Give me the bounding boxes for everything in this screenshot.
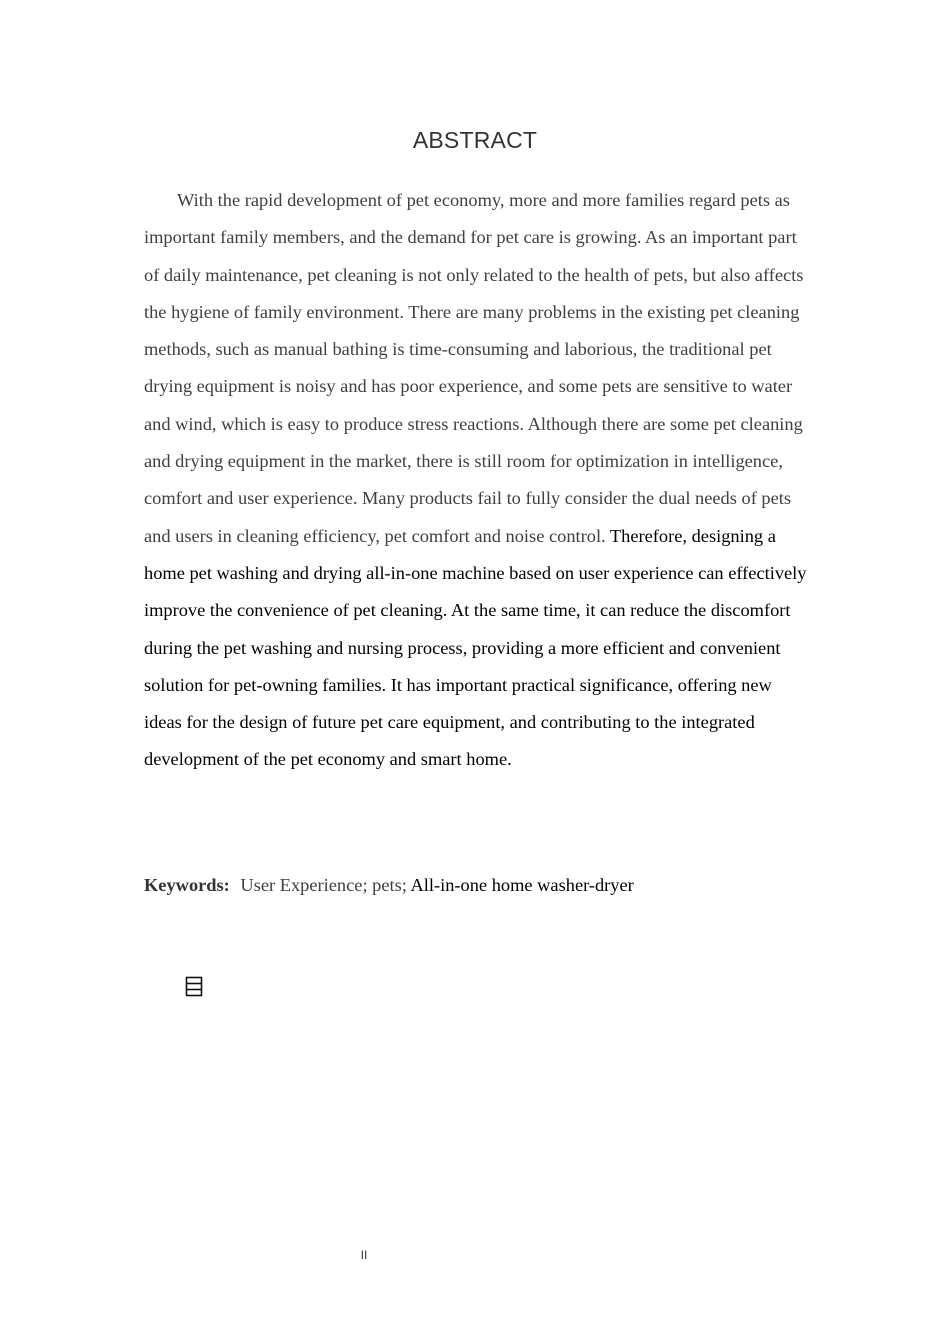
- table-of-contents-icon: [185, 976, 203, 997]
- keywords-value-part1: User Experience; pets;: [240, 875, 407, 895]
- keywords-value-part2: All-in-one home washer-dryer: [410, 875, 634, 895]
- abstract-paragraph: [144, 182, 808, 779]
- abstract-text-part2: Therefore, designing a home pet washing and drying all-in-one machine based on user experience can effectively improve the convenience of pet cleaning. At the same time, it can reduce the discomfort during the pet washing and nursing process, providing a more efficient and convenient solution for pet-owning families. It has important practical significance, offering new ideas for the design of future pet care equipment, and contributing to the integrated development of the pet economy and smart home.: [144, 525, 807, 770]
- abstract-heading: ABSTRACT: [412, 127, 538, 153]
- keywords-line: [144, 868, 808, 902]
- keywords-label: Keywords:: [144, 875, 230, 895]
- page-number: II: [360, 1248, 368, 1262]
- abstract-text-part1: With the rapid development of pet economy, more and more families regard pets as important family members, and the demand for pet care is growing. As an important part of daily maintenance, pet cleaning is not only related to the health of pets, but also affects the hygiene of family environment. There are many problems in the existing pet cleaning methods, such as manual bathing is time-consuming and laborious, the traditional pet drying equipment is noisy and has poor experience, and some pets are sensitive to water and wind, which is easy to produce stress reactions. Although there are some pet cleaning and drying equipment in the market, there is still room for optimization in intelligence, comfort and user experience. Many products fail to fully consider the dual needs of pets and users in cleaning efficiency, pet comfort and noise control.: [144, 190, 804, 546]
